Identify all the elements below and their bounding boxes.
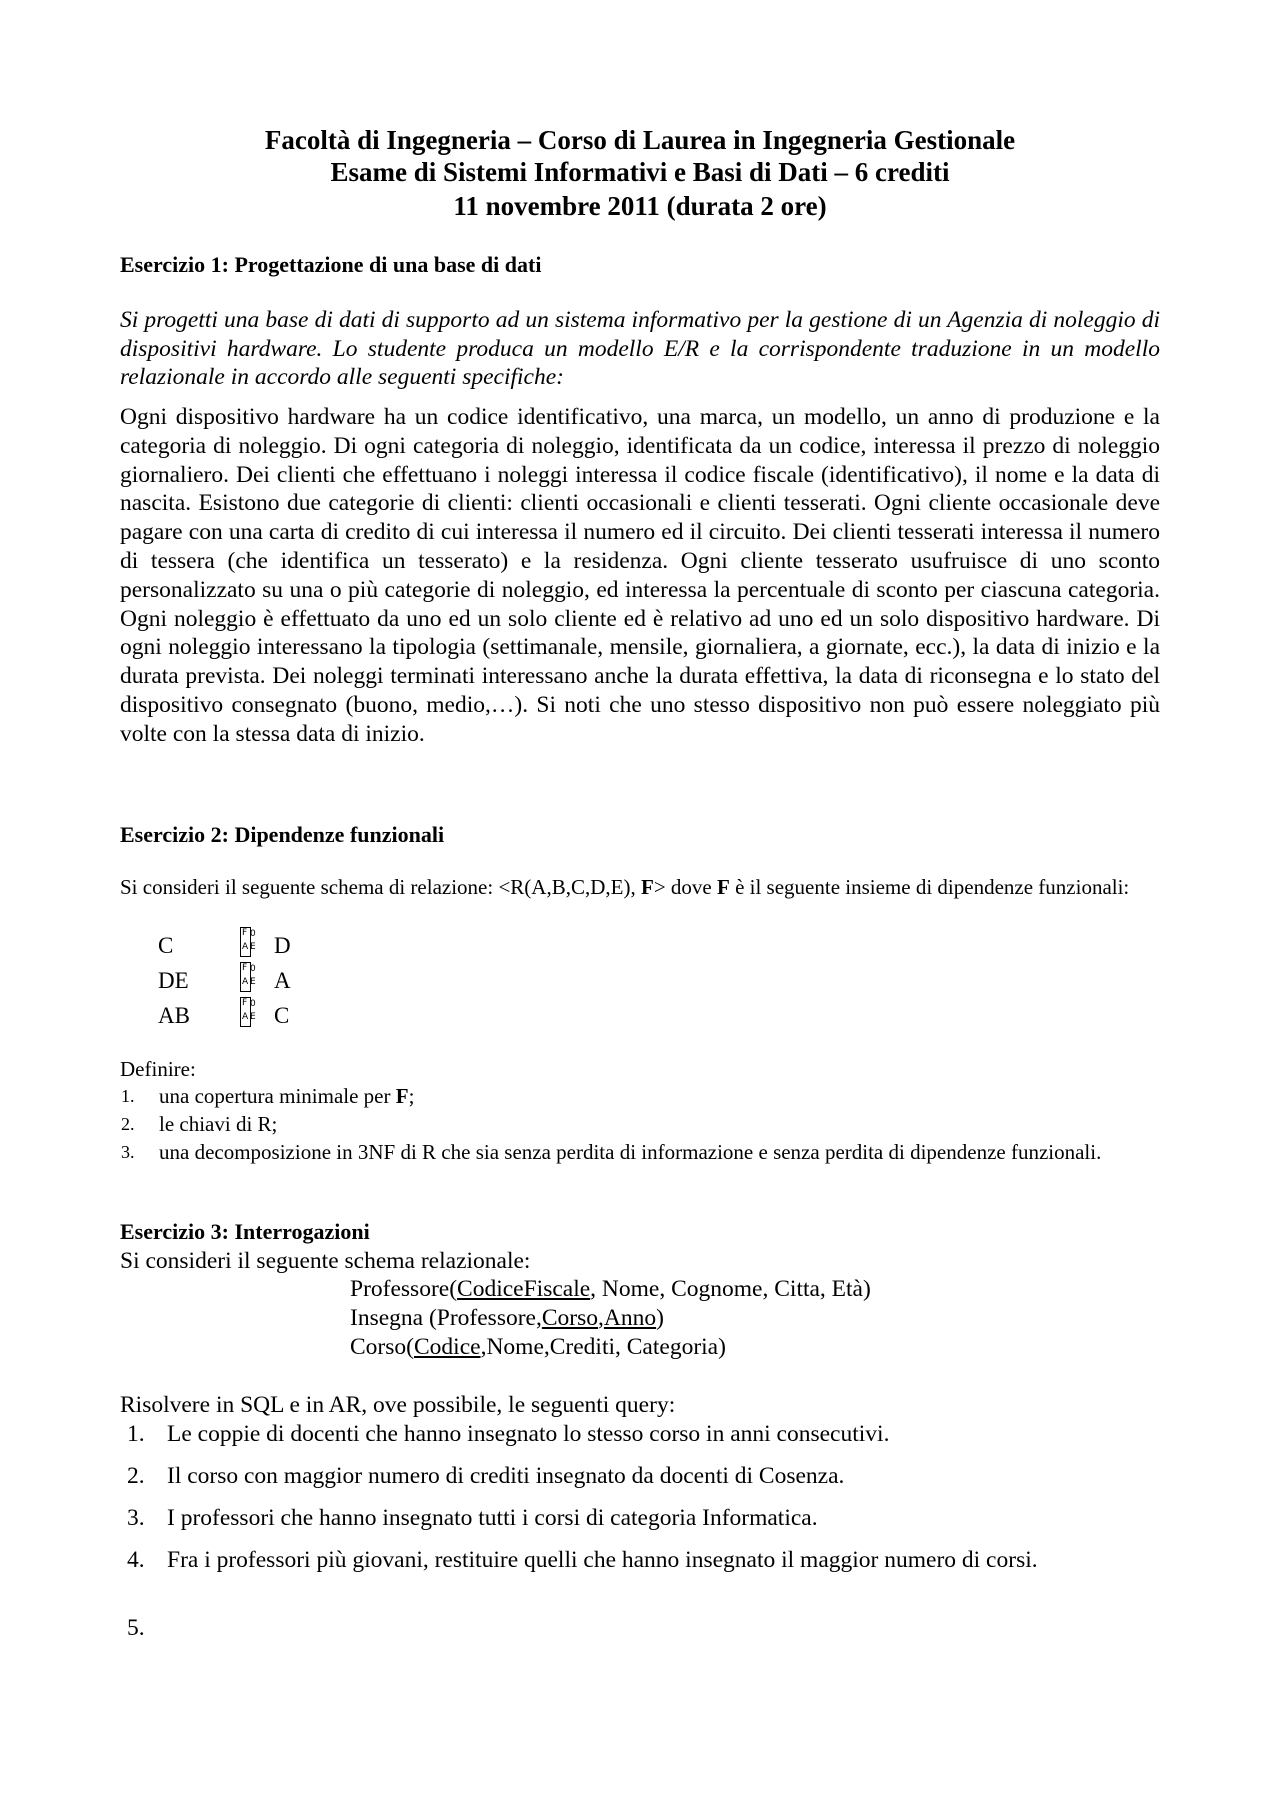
attributes: ,Nome,Crediti, Categoria) <box>480 1334 726 1360</box>
item-text: Il corso con maggior numero di crediti insegnato da docenti di Cosenza. <box>167 1463 845 1489</box>
glyph-char: A <box>242 1012 249 1022</box>
glyph-char: A <box>242 942 249 952</box>
exercise-1-heading: Esercizio 1: Progettazione di una base di dati <box>120 252 542 277</box>
dependency-lhs: C <box>158 933 174 958</box>
glyph-char: F <box>242 998 248 1008</box>
item-number: 2. <box>121 1114 135 1134</box>
list-item <box>120 1139 1120 1166</box>
glyph-char: 0 <box>250 964 256 974</box>
set-f-symbol: F <box>716 875 730 899</box>
item-number: 1. <box>121 1086 135 1106</box>
item-text: Le coppie di docenti che hanno insegnato lo stesso corso in anni consecutivi. <box>167 1421 890 1447</box>
task-list <box>120 1083 1120 1167</box>
implies-arrow-icon <box>240 927 255 955</box>
item-number: 3. <box>121 1142 135 1162</box>
list-item <box>127 1504 1038 1546</box>
implies-arrow-icon <box>240 997 255 1025</box>
glyph-char: E <box>250 942 256 952</box>
schema-corso <box>350 1333 871 1362</box>
dependency-rhs: A <box>274 968 291 993</box>
relational-schema <box>350 1275 871 1362</box>
faculty-title: Facoltà di Ingegneria – Corso di Laurea in Ingegneria Gestionale <box>264 125 1016 155</box>
exercise-1-intro: Si progetti una base di dati di supporto ad un sistema informativo per la gestione di un Agenzia di noleggio di dispositivi hardware. Lo studente produca un modello E/R e la corrispondente traduzione in un modello relazionale in accordo alle seguenti specifiche: <box>120 307 1160 391</box>
implies-arrow-icon <box>240 962 255 990</box>
exam-date: 11 novembre 2011 (durata 2 ore) <box>453 191 827 221</box>
glyph-char: E <box>250 977 256 987</box>
item-text: una decomposizione in 3NF di R che sia senza perdita di informazione e senza perdita di dipendenze funzionali. <box>159 1140 1102 1164</box>
dependency-lhs: DE <box>158 968 189 993</box>
exercise-1-specification: Ogni dispositivo hardware ha un codice identificativo, una marca, un modello, un anno di produzione e la categoria di noleggio. Di ogni categoria di noleggio, identificata da un codice, interessa il prezzo di noleggio giornaliero. Dei clienti che effettuano i noleggi interessa il codice fiscale (identificativo), il nome e la data di nascita. Esistono due categorie di clienti: clienti occasionali e clienti tesserati. Ogni cliente occasionale deve pagare con una carta di credito di cui interessa il numero ed il circuito. Dei clienti tesserati interessa il numero di tessera (che identifica un tesserato) e la residenza. Ogni cliente tesserato usufruisce di uno sconto personalizzato su una o più categorie di noleggio, ed interessa la percentuale di sconto per ciascuna categoria. Ogni noleggio è effettuato da uno ed un solo cliente ed è relativo ad uno ed un solo dispositivo hardware. Di ogni noleggio interessano la tipologia (settimanale, mensile, giornaliera, a giornate, ecc.), la data di inizio e la durata prevista. Dei noleggi terminati interessano anche la durata effettiva, la data di riconsegna e lo stato del dispositivo consegnato (buono, medio,…). Si noti che uno stesso dispositivo non può essere noleggiato più volte con la stessa data di inizio. <box>120 404 1160 747</box>
glyph-char: 0 <box>250 999 256 1009</box>
exercise-3-lead: Si consideri il seguente schema relazionale: <box>120 1248 531 1274</box>
dependency-row <box>158 933 240 959</box>
item-text: le chiavi di R; <box>159 1112 278 1136</box>
dependency-rhs: C <box>274 1003 290 1028</box>
relation-name: Corso( <box>350 1334 414 1360</box>
item-number: 5. <box>127 1615 145 1641</box>
exercise-3-heading: Esercizio 3: Interrogazioni <box>120 1219 370 1244</box>
list-item <box>120 1111 1120 1138</box>
attributes: , Nome, Cognome, Citta, Età) <box>590 1276 871 1302</box>
item-text: Fra i professori più giovani, restituire quelli che hanno insegnato il maggior numero di corsi. <box>167 1547 1038 1573</box>
schema-insegna <box>350 1304 871 1333</box>
primary-key: CodiceFiscale <box>457 1276 591 1302</box>
attributes: , <box>598 1305 604 1331</box>
lead-text: è il seguente insieme di dipendenze funzionali: <box>729 875 1130 899</box>
item-text: una copertura minimale per <box>159 1084 396 1108</box>
set-f-symbol: F <box>640 875 654 899</box>
exercise-2-heading: Esercizio 2: Dipendenze funzionali <box>120 822 445 847</box>
glyph-char: 0 <box>250 929 256 939</box>
schema-professore <box>350 1275 871 1304</box>
item-number: 3. <box>127 1505 145 1531</box>
primary-key: Anno <box>603 1305 657 1331</box>
query-list <box>127 1420 1038 1656</box>
dependency-lhs: AB <box>158 1003 190 1028</box>
item-text: I professori che hanno insegnato tutti i corsi di categoria Informatica. <box>167 1505 818 1531</box>
define-label: Definire: <box>120 1057 196 1081</box>
lead-text: Si consideri il seguente schema di relazione: <R(A,B,C,D,E), <box>120 875 641 899</box>
exam-title: Esame di Sistemi Informativi e Basi di Dati – 6 crediti <box>330 157 950 187</box>
primary-key: Codice <box>413 1334 481 1360</box>
attributes: ) <box>656 1305 664 1331</box>
lead-text: > dove <box>653 875 717 899</box>
dependency-row <box>158 1003 240 1029</box>
item-number: 4. <box>127 1547 145 1573</box>
item-text: ; <box>408 1084 415 1108</box>
list-item <box>120 1083 1120 1110</box>
solve-instruction: Risolvere in SQL e in AR, ove possibile, le seguenti query: <box>120 1392 676 1418</box>
glyph-char: E <box>250 1012 256 1022</box>
dependency-rhs: D <box>274 933 291 958</box>
exercise-2-lead <box>120 874 1160 901</box>
list-item <box>127 1420 1038 1462</box>
list-item <box>127 1614 1038 1656</box>
primary-key: Corso <box>541 1305 599 1331</box>
dependency-row <box>158 968 240 994</box>
list-item <box>127 1462 1038 1504</box>
glyph-char: F <box>242 963 248 973</box>
glyph-char: F <box>242 928 248 938</box>
relation-name: Professore( <box>350 1276 458 1302</box>
item-number: 2. <box>127 1463 145 1489</box>
relation-name: Insegna (Professore, <box>350 1305 542 1331</box>
set-f-symbol: F <box>395 1084 409 1108</box>
item-number: 1. <box>127 1421 145 1447</box>
list-item <box>127 1546 1038 1588</box>
glyph-char: A <box>242 977 249 987</box>
